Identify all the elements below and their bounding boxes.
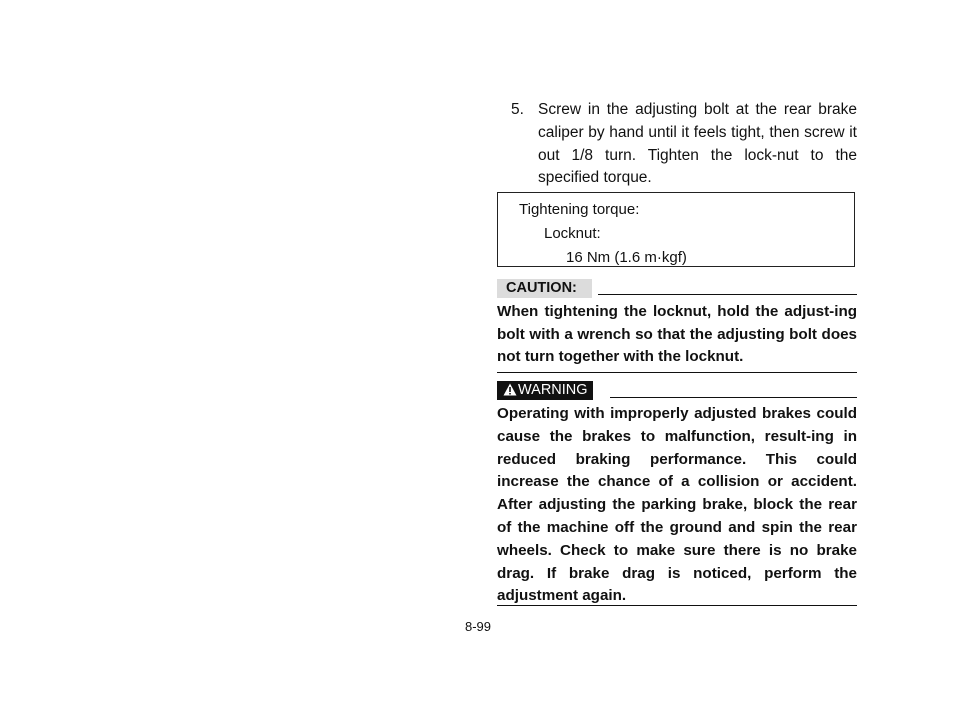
warning-bottom-rule: [497, 605, 857, 606]
caution-badge: CAUTION:: [497, 279, 592, 298]
warning-triangle-icon: [503, 383, 517, 396]
warning-label: WARNING: [518, 382, 588, 398]
spec-value: 16 Nm (1.6 m·kgf): [566, 249, 687, 266]
step-text: Screw in the adjusting bolt at the rear brake caliper by hand until it feels tight, then screw it out 1/8 turn. Tighten the lock-nut to the specified torque.: [538, 101, 857, 187]
page-number: 8-99: [465, 619, 492, 634]
caution-text: When tightening the locknut, hold the adjust-ing bolt with a wrench so that the adjusting bolt does not turn together with the locknut.: [497, 303, 857, 365]
spec-part: Locknut:: [544, 225, 601, 242]
torque-spec-box: [497, 192, 855, 267]
warning-text: Operating with improperly adjusted brakes could cause the brakes to malfunction, result-ing in reduced braking performance. This could increase the chance of a collision or accident. After adjusting the parking brake, block the rear of the machine off the ground and spin the rear wheels. Check to make sure there is no brake drag. If brake drag is noticed, perform the adjustment again.: [497, 405, 857, 605]
caution-header-rule: [598, 294, 857, 295]
step-5: [497, 99, 857, 190]
warning-badge: [497, 381, 593, 400]
caution-bottom-rule: [497, 372, 857, 373]
step-number: 5.: [511, 101, 524, 118]
spec-label: Tightening torque:: [519, 201, 640, 218]
warning-header-rule: [610, 397, 857, 398]
